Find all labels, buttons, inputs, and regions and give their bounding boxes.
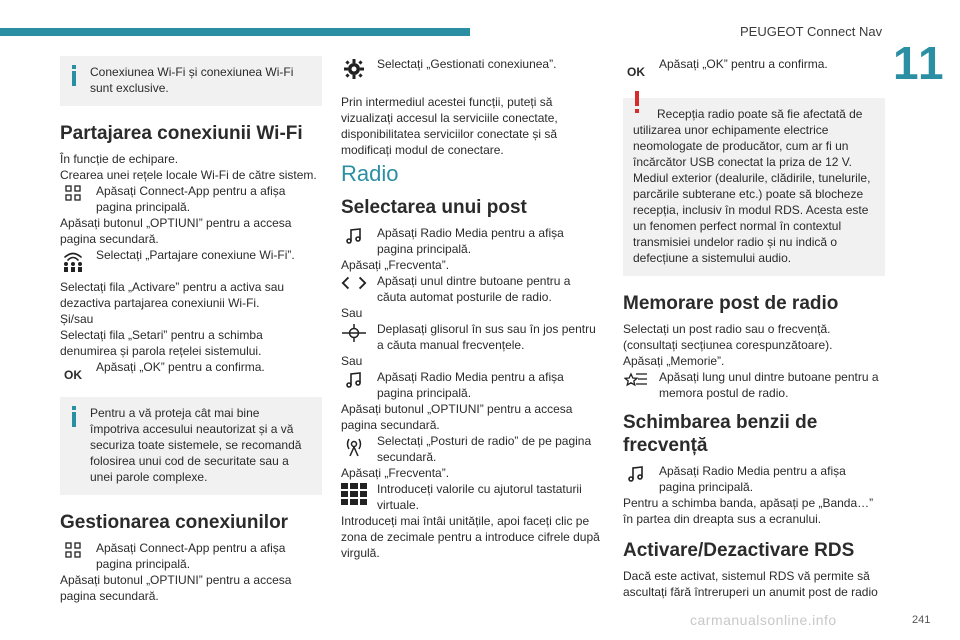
paragraph: Apăsați butonul „OPTIUNI” pentru a accesa pagina secundară. bbox=[60, 573, 292, 603]
step bbox=[341, 56, 603, 80]
paragraph: Sau bbox=[341, 306, 363, 320]
step bbox=[623, 369, 885, 401]
warning-icon bbox=[635, 91, 639, 113]
header-accent-bar bbox=[0, 28, 470, 36]
paragraph: Apăsați „Memorie”. bbox=[623, 354, 725, 368]
paragraph: Crearea unei rețele locale Wi-Fi de către sistem. bbox=[60, 168, 317, 182]
paragraph: Apăsați „Frecventa”. bbox=[341, 258, 450, 272]
step bbox=[60, 183, 322, 215]
step bbox=[60, 247, 322, 273]
paragraph: În funcție de echipare. bbox=[60, 152, 179, 166]
info-box bbox=[60, 397, 322, 495]
column-middle bbox=[341, 56, 603, 561]
step bbox=[60, 359, 322, 383]
warning-text: Recepția radio poate să fie afectată de utilizarea unor echipamente electrice neomologate de producător, cum ar fi un încărcător USB conectat la priza de 12 V. Mediul exterior (dealurile, clădirile, tunelurile, parcările subterane etc.) poate să blocheze recepția, inclusiv în modul RDS. Acesta este un fenomen perfect normal în contextul transmisiei undelor radio și nu indică o defecțiune a sistemului audio. bbox=[633, 107, 871, 265]
step-text: Apăsați unul dintre butoane pentru a căuta automat posturile de radio. bbox=[377, 274, 571, 304]
step-text: Apăsați Connect-App pentru a afișa pagina principală. bbox=[96, 184, 286, 214]
connect-app-icon bbox=[60, 540, 86, 558]
step-text: Apăsați lung unul dintre butoane pentru a memora postul de radio. bbox=[659, 370, 879, 400]
page-number: 241 bbox=[912, 614, 931, 626]
heading-wifi-sharing: Partajarea conexiunii Wi-Fi bbox=[60, 123, 303, 144]
heading-connection-management: Gestionarea conexiunilor bbox=[60, 512, 289, 533]
wifi-share-icon bbox=[60, 247, 86, 273]
info-box bbox=[60, 56, 322, 106]
ok-icon: OK bbox=[64, 368, 82, 382]
step bbox=[341, 433, 603, 465]
paragraph: Pentru a schimba banda, apăsați pe „Banda…” în partea din dreapta sus a ecranului. bbox=[623, 496, 874, 526]
heading-select-station: Selectarea unui post bbox=[341, 197, 527, 218]
music-note-icon bbox=[623, 463, 649, 483]
step bbox=[60, 540, 322, 572]
step-text: Apăsați Connect-App pentru a afișa pagina principală. bbox=[96, 541, 286, 571]
paragraph: Apăsați butonul „OPTIUNI” pentru a accesa pagina secundară. bbox=[341, 402, 573, 432]
heading-rds-toggle: Activare/Dezactivare RDS bbox=[623, 540, 855, 561]
step bbox=[341, 225, 603, 257]
step-text: Selectați „Partajare conexiune Wi-Fi”. bbox=[96, 248, 295, 262]
column-right bbox=[623, 56, 885, 600]
step-text: Apăsați Radio Media pentru a afișa pagina principală. bbox=[377, 226, 564, 256]
step-text: Apăsați „OK” pentru a confirma. bbox=[659, 57, 828, 71]
step-text: Apăsați Radio Media pentru a afișa pagina principală. bbox=[377, 370, 564, 400]
ok-icon: OK bbox=[627, 65, 645, 79]
keypad-icon bbox=[341, 481, 367, 505]
step bbox=[623, 463, 885, 495]
step-text: Apăsați „OK” pentru a confirma. bbox=[96, 360, 265, 374]
step-text: Introduceți valorile cu ajutorul tastaturii virtuale. bbox=[377, 482, 582, 512]
paragraph: Selectați fila „Setari” pentru a schimba denumirea și parola rețelei sistemului. bbox=[60, 328, 263, 358]
paragraph: Selectați un post radio sau o frecvență. (consultați secțiunea corespunzătoare). bbox=[623, 322, 833, 352]
info-text: Conexiunea Wi-Fi și conexiunea Wi-Fi sunt exclusive. bbox=[90, 65, 294, 95]
radio-station-icon bbox=[341, 433, 367, 457]
settings-gear-icon bbox=[341, 56, 367, 80]
music-note-icon bbox=[341, 225, 367, 245]
step bbox=[341, 273, 603, 305]
paragraph: Apăsați „Frecventa”. bbox=[341, 466, 450, 480]
step-text: Deplasați glisorul în sus sau în jos pentru a căuta manual frecvențele. bbox=[377, 322, 596, 352]
connect-app-icon bbox=[60, 183, 86, 201]
step-text: Selectați „Gestionati conexiunea”. bbox=[377, 57, 557, 71]
step bbox=[623, 56, 885, 80]
paragraph: Selectați fila „Activare” pentru a activa sau dezactiva partajarea conexiunii Wi-Fi. bbox=[60, 280, 285, 310]
info-icon bbox=[72, 65, 76, 87]
paragraph: Prin intermediul acestei funcții, puteți să vizualizați accesul la serviciile conectate, disponibilitatea serviciilor conectate și să modificați modul de conectare. bbox=[341, 95, 558, 157]
heading-memorize-station: Memorare post de radio bbox=[623, 293, 839, 314]
step-text: Selectați „Posturi de radio” de pe pagina secundară. bbox=[377, 434, 592, 464]
info-text: Pentru a vă proteja cât mai bine împotriva accesului neautorizat și a vă securiza toate sistemele, se recomandă folosirea unui cod de securitate sau a unei parole complexe. bbox=[90, 406, 302, 484]
chevron-left-right-icon bbox=[341, 273, 367, 291]
section-title-radio: Radio bbox=[341, 161, 399, 186]
paragraph: Sau bbox=[341, 354, 363, 368]
info-icon bbox=[72, 406, 76, 428]
heading-change-band: Schimbarea benzii de frecvență bbox=[623, 412, 818, 456]
watermark: carmanualsonline.info bbox=[690, 612, 837, 628]
step bbox=[341, 321, 603, 353]
step bbox=[341, 481, 603, 513]
paragraph: Introduceți mai întâi unitățile, apoi faceți clic pe zona de zecimale pentru a introduce cifrele după virgulă. bbox=[341, 514, 600, 560]
warning-box bbox=[623, 98, 885, 276]
chapter-number: 11 bbox=[893, 37, 946, 89]
paragraph: Apăsați butonul „OPTIUNI” pentru a accesa pagina secundară. bbox=[60, 216, 292, 246]
column-left bbox=[60, 56, 322, 604]
header-brand: PEUGEOT Connect Nav bbox=[740, 24, 883, 39]
slider-icon bbox=[341, 321, 367, 343]
paragraph: Și/sau bbox=[60, 312, 94, 326]
memory-star-icon bbox=[623, 369, 649, 391]
step-text: Apăsați Radio Media pentru a afișa pagina principală. bbox=[659, 464, 846, 494]
paragraph: Dacă este activat, sistemul RDS vă permite să ascultați fără întreruperi un anumit post de radio bbox=[623, 569, 878, 599]
music-note-icon bbox=[341, 369, 367, 389]
step bbox=[341, 369, 603, 401]
